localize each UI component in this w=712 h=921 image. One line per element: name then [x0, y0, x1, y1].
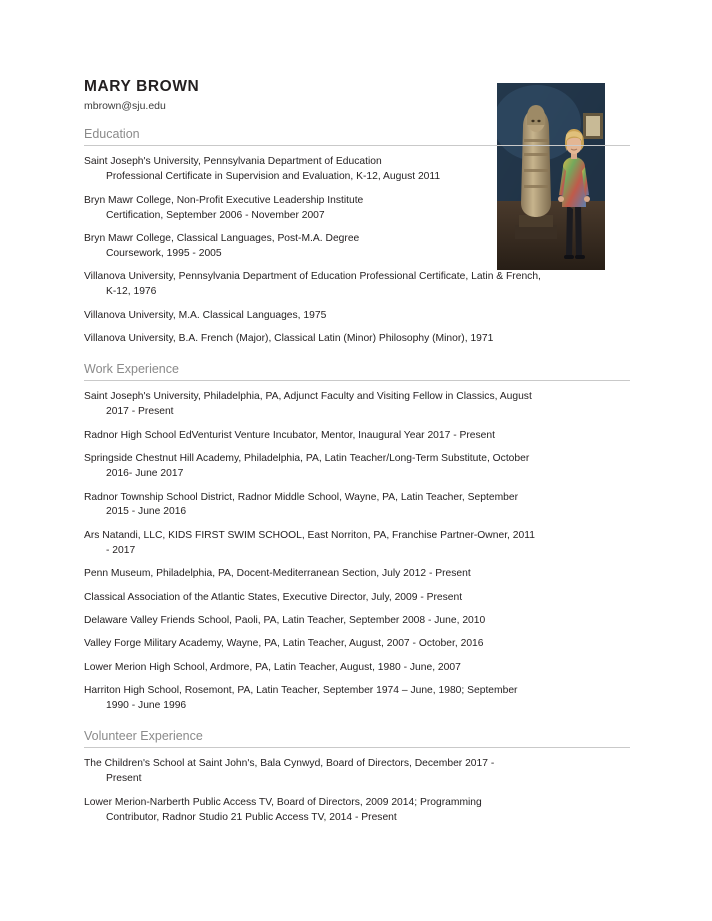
entry-line-1: Harriton High School, Rosemont, PA, Latin Teacher, September 1974 – June, 1980; September — [84, 685, 518, 697]
list-item — [84, 232, 630, 262]
entry-line-1: Villanova University, M.A. Classical Languages, 1975 — [84, 309, 327, 321]
section-work-experience — [84, 361, 630, 714]
entry-line-1: Radnor Township School District, Radnor Middle School, Wayne, PA, Latin Teacher, September — [84, 491, 519, 503]
entry-line-1: Penn Museum, Philadelphia, PA, Docent-Mediterranean Section, July 2012 - Present — [84, 568, 471, 580]
entry-line-1: Bryn Mawr College, Classical Languages, Post-M.A. Degree — [84, 233, 360, 245]
list-item — [84, 614, 630, 629]
entry-line-2: Professional Certificate in Supervision and Evaluation, K-12, August 2011 — [106, 171, 441, 183]
entry-line-1: Classical Association of the Atlantic States, Executive Director, July, 2009 - Present — [84, 591, 463, 603]
list-item — [84, 270, 630, 300]
entry-line-1: Lower Merion-Narberth Public Access TV, Board of Directors, 2009 2014; Programming — [84, 796, 482, 808]
entry-line-2: 2016- June 2017 — [106, 468, 184, 480]
work-experience-entries — [84, 390, 630, 714]
list-item — [84, 491, 630, 521]
entry-line-1: Radnor High School EdVenturist Venture Incubator, Mentor, Inaugural Year 2017 - Present — [84, 429, 495, 441]
email-text: mbrown@sju.edu — [84, 99, 166, 112]
list-item — [84, 390, 630, 420]
entry-line-1: Ars Natandi, LLC, KIDS FIRST SWIM SCHOOL, East Norriton, PA, Franchise Partner-Owner, 2011 — [84, 529, 535, 541]
section-education — [84, 126, 630, 347]
entry-line-1: Springside Chestnut Hill Academy, Philadelphia, PA, Latin Teacher/Long-Term Substitute, October — [84, 453, 530, 465]
entry-line-2: Certification, September 2006 - November 2007 — [106, 209, 325, 221]
list-item — [84, 661, 630, 676]
section-heading-volunteer-experience: Volunteer Experience — [84, 728, 630, 748]
entry-line-1: Saint Joseph's University, Pennsylvania Department of Education — [84, 156, 382, 168]
page-title: MARY BROWN — [84, 78, 200, 95]
section-heading-work-experience: Work Experience — [84, 361, 630, 381]
entry-line-1: Saint Joseph's University, Philadelphia, PA, Adjunct Faculty and Visiting Fellow in Classics, August — [84, 391, 532, 403]
list-item — [84, 309, 630, 324]
entry-line-2: - 2017 — [106, 544, 136, 556]
entry-line-1: The Children's School at Saint John's, Bala Cynwyd, Board of Directors, December 2017 - — [84, 758, 495, 770]
entry-line-1: Delaware Valley Friends School, Paoli, PA, Latin Teacher, September 2008 - June, 2010 — [84, 615, 486, 627]
list-item — [84, 529, 630, 559]
entry-line-2: 2017 - Present — [106, 406, 174, 418]
education-entries — [84, 155, 630, 347]
section-heading-education: Education — [84, 126, 630, 146]
entry-line-2: Contributor, Radnor Studio 21 Public Access TV, 2014 - Present — [106, 811, 397, 823]
list-item — [84, 684, 630, 714]
list-item — [84, 194, 630, 224]
entry-line-2: Present — [106, 773, 142, 785]
entry-line-2: 2015 - June 2016 — [106, 506, 187, 518]
volunteer-experience-entries — [84, 757, 630, 825]
resume-body — [84, 78, 630, 840]
entry-line-1: Villanova University, B.A. French (Major), Classical Latin (Minor) Philosophy (Minor), 1971 — [84, 333, 494, 345]
list-item — [84, 429, 630, 444]
entry-line-2: 1990 - June 1996 — [106, 700, 187, 712]
list-item — [84, 637, 630, 652]
entry-line-1: Bryn Mawr College, Non-Profit Executive Leadership Institute — [84, 194, 364, 206]
list-item — [84, 332, 630, 347]
list-item — [84, 155, 630, 185]
list-item — [84, 567, 630, 582]
entry-line-1: Lower Merion High School, Ardmore, PA, Latin Teacher, August, 1980 - June, 2007 — [84, 661, 461, 673]
list-item — [84, 591, 630, 606]
list-item — [84, 796, 630, 826]
list-item — [84, 757, 630, 787]
list-item — [84, 452, 630, 482]
entry-line-2: K-12, 1976 — [106, 286, 157, 298]
entry-line-2: Coursework, 1995 - 2005 — [106, 248, 222, 260]
entry-line-1: Valley Forge Military Academy, Wayne, PA, Latin Teacher, August, 2007 - October, 2016 — [84, 638, 484, 650]
section-volunteer-experience — [84, 728, 630, 825]
entry-line-1: Villanova University, Pennsylvania Department of Education Professional Certificate, Latin & French, — [84, 271, 541, 283]
